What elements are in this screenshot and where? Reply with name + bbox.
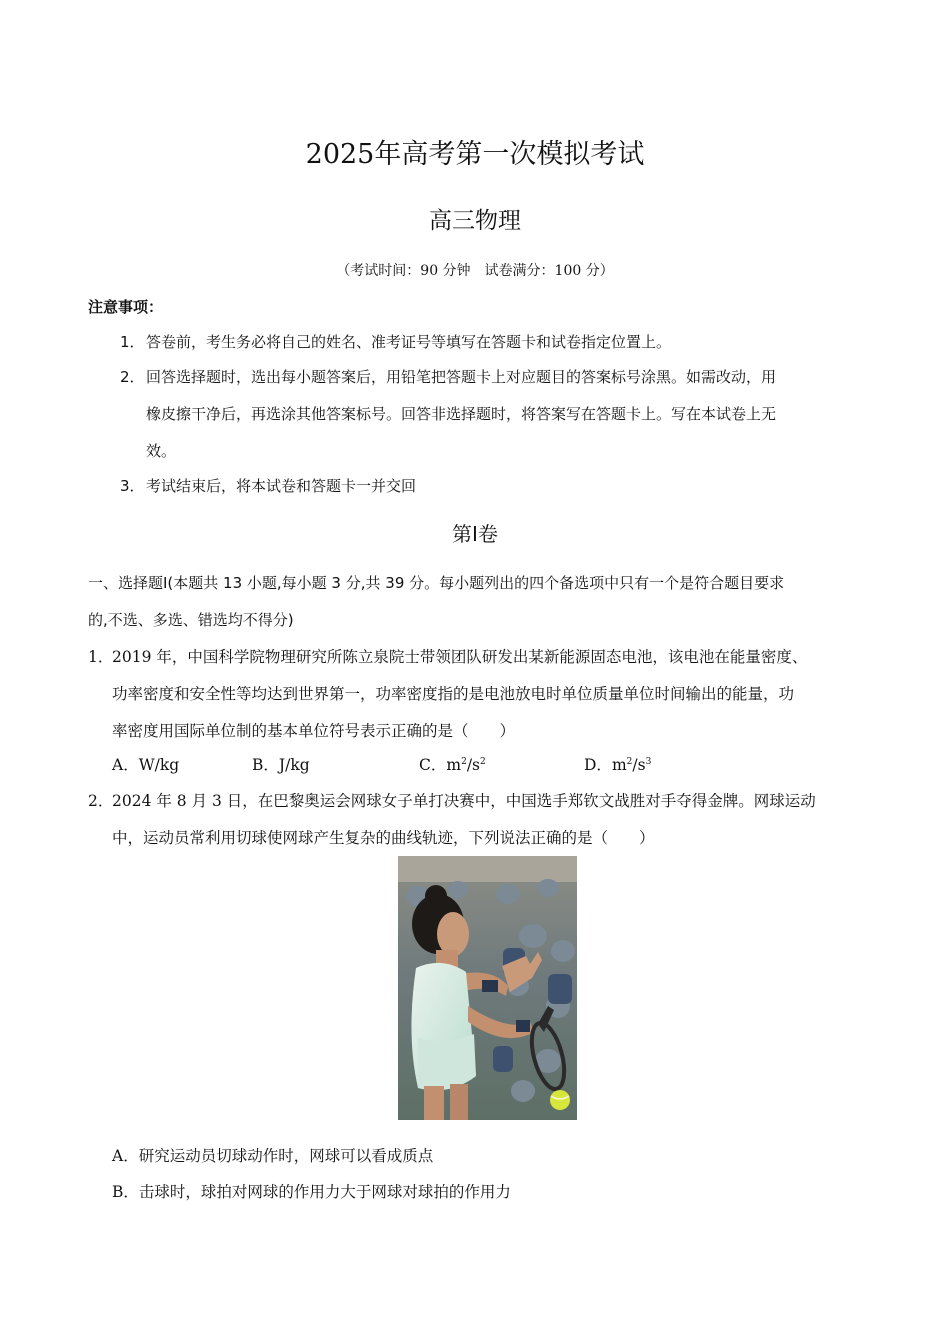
exam-info: （考试时间：90 分钟 试卷满分：100 分） (336, 263, 614, 279)
tennis-player-photo (398, 856, 577, 1120)
option-a (112, 753, 179, 775)
option-label: B． (252, 756, 279, 774)
part-instructions: 的,不选、多选、错选均不得分) (88, 611, 294, 629)
notice-item-text: 回答选择题时，选出每小题答案后，用铅笔把答题卡上对应题目的答案标号涂黑。如需改动，用 (146, 368, 777, 386)
page-subtitle: 高三物理 (429, 208, 521, 234)
question-text: 功率密度和安全性等均达到世界第一，功率密度指的是电池放电时单位质量单位时间输出的能量，功 (112, 685, 795, 703)
notice-item-number: 2． (120, 368, 145, 386)
notice-heading: 注意事项： (88, 298, 164, 316)
question-text: 2019 年，中国科学院物理研究所陈立泉院士带领团队研发出某新能源固态电池，该电池在能量密度、 (112, 648, 808, 666)
option-exponent: 2 (480, 757, 486, 767)
part-instructions: 一、选择题Ⅰ(本题共 13 小题,每小题 3 分,共 39 分。每小题列出的四个备选项中只有一个是符合题目要求 (88, 574, 785, 592)
option-b (252, 753, 310, 775)
question-text: 中，运动员常利用切球使网球产生复杂的曲线轨迹，下列说法正确的是（ ） (112, 829, 655, 847)
option-label: A． (112, 756, 139, 774)
option-c (419, 753, 486, 775)
option-exponent: 3 (645, 757, 652, 767)
notice-item-text: 效。 (146, 442, 177, 460)
option-exponent: 2 (626, 757, 633, 767)
option-d (584, 753, 651, 775)
notice-item-number: 3． (120, 477, 145, 495)
option-label: D． (584, 756, 612, 774)
option-value: W/kg (138, 756, 180, 774)
notice-item-text: 橡皮擦干净后，再选涂其他答案标号。回答非选择题时，将答案写在答题卡上。写在本试卷上无 (146, 405, 777, 423)
question-text: 2024 年 8 月 3 日，在巴黎奥运会网球女子单打决赛中，中国选手郑钦文战胜对手夺得金牌。网球运动 (112, 792, 816, 810)
notice-item-text: 答卷前，考生务必将自己的姓名、准考证号等填写在答题卡和试卷指定位置上。 (146, 333, 672, 351)
option-a: A．研究运动员切球动作时，网球可以看成质点 (112, 1147, 434, 1165)
question-text: 率密度用国际单位制的基本单位符号表示正确的是（ ） (112, 722, 516, 740)
notice-item-number: 1． (120, 333, 145, 351)
page-title: 2025年高考第一次模拟考试 (305, 139, 645, 170)
option-value-tail: /s (466, 756, 480, 774)
notice-item-text: 考试结束后，将本试卷和答题卡一并交回 (146, 477, 417, 495)
question-number: 1． (88, 648, 114, 666)
option-exponent: 2 (461, 757, 467, 767)
option-value: J/kg (278, 756, 310, 774)
question-number: 2． (88, 792, 114, 810)
option-value-tail: /s (632, 756, 646, 774)
option-value: m (611, 756, 627, 774)
option-label: C． (419, 756, 447, 774)
option-value: m (446, 756, 462, 774)
option-b: B．击球时，球拍对网球的作用力大于网球对球拍的作用力 (112, 1183, 511, 1201)
section-title: 第Ⅰ卷 (452, 522, 498, 546)
